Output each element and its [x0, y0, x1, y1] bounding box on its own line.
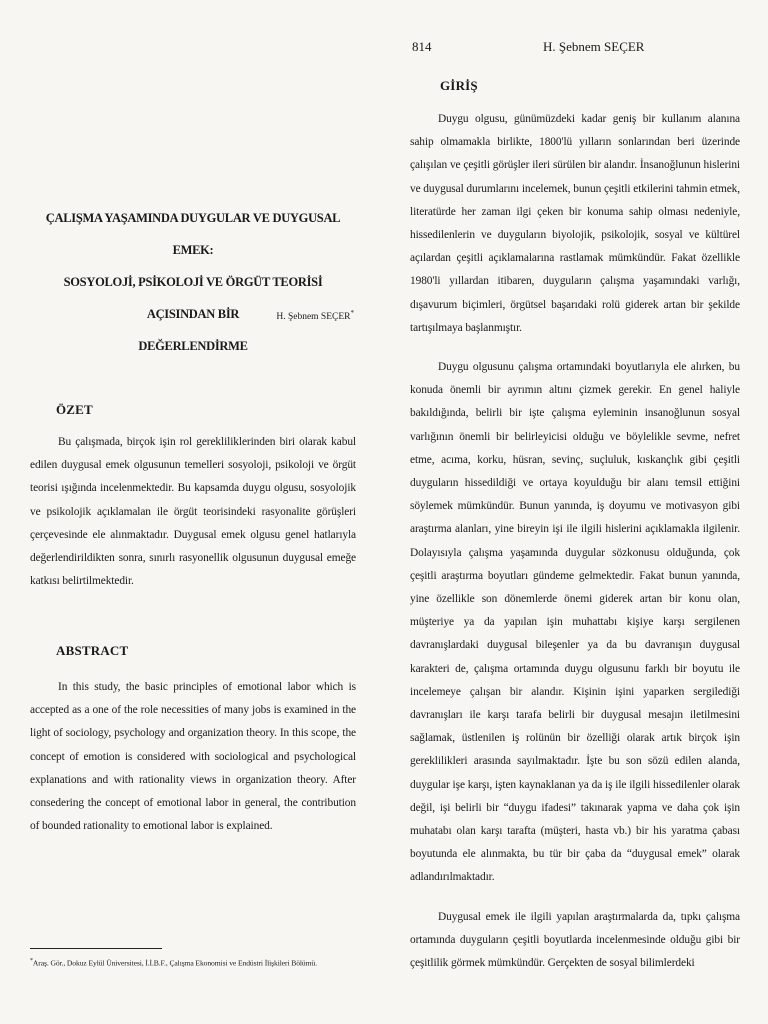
- footnote-rule: [30, 948, 162, 949]
- footnote: [30, 958, 370, 968]
- title-line: SOSYOLOJİ, PSİKOLOJİ VE ÖRGÜT TEORİSİ AÇISINDAN BİR: [63, 275, 323, 321]
- giris-heading: GİRİŞ: [440, 78, 478, 93]
- footnote-text: Araş. Gör., Dokuz Eylül Üniversitesi, İ.İ.B.F., Çalışma Ekonomisi ve Endüstri İlişkileri Bölümü.: [32, 958, 317, 968]
- page-number: 814: [412, 39, 432, 54]
- abstract-heading: ABSTRACT: [56, 643, 129, 658]
- author-name-text: H. Şebnem SEÇER: [276, 312, 351, 323]
- author-name: [276, 309, 354, 322]
- ozet-heading: ÖZET: [56, 402, 93, 417]
- author-footnote-marker: *: [350, 309, 354, 317]
- title-line: ÇALIŞMA YAŞAMINDA DUYGULAR VE DUYGUSAL EMEK:: [45, 211, 341, 257]
- giris-paragraph-3: Duygusal emek ile ilgili yapılan araştırmalarda da, tıpkı çalışma ortamında duyguların çeşitli boyutlarda incelenmesinde olduğu gibi bir çeşitlilik görmek mümkündür. Gerçekten de sosyal bilimlerdeki: [410, 911, 740, 970]
- giris-paragraph-1: Duygu olgusu, günümüzdeki kadar geniş bir kullanım alanına sahip olmamakla birlikte, 1800'lü yılların sonlarından beri üzerinde çalışılan ve çeşitli görüşler ileri sürülen bir alandır. İnsanoğlunun hislerini ve duygusal durumlarını incelemek, bunun çeşitli etkilerini tahmin etmek, literatürde her zaman ilgi çeken bir konuma sahip olması nedeniyle, hissedilenlerin ve duyguların biyolojik, psikolojik, sosyal ve kültürel açılardan çeşitli açıklamalarına rastlamak mümkündür. Fakat özellikle 1980'li yıllardan itibaren, duyguların çalışma yaşamındaki varlığı, dışavurum biçimleri, örgütsel başarıdaki rolü giderek artan bir şekilde tartışılmaya başlanmıştır.: [410, 113, 740, 334]
- footnote-marker: *: [30, 958, 33, 964]
- running-head: H. Şebnem SEÇER: [543, 39, 645, 54]
- title-line: DEĞERLENDİRME: [138, 339, 248, 353]
- abstract-paragraph: In this study, the basic principles of emotional labor which is accepted as a one of the role necessities of many jobs is examined in the light of sociology, psychology and organization theory. In this scope, the concept of emotion is considered with sociological and psychological explanations and with rationality views in organization theory. After consedering the concept of emotional labor in general, the contribution of bounded rationality to emotional labor is explained.: [30, 681, 356, 833]
- giris-paragraph-2: Duygu olgusunu çalışma ortamındaki boyutlarıyla ele alırken, bu konuda önemli bir ayrımın altını çizmek gerekir. En genel haliyle bakıldığında, belirli bir işte çalışma eyleminin insanoğlunun sosyal varlığının önemli bir belirleyicisi olduğu ve böylelikle sevme, nefret etme, acıma, korku, hüsran, sevinç, suçluluk, kıskançlık gibi çeşitli duyguların hissedildiği ve ortaya koyulduğu bir alanı temsil ettiğini söylemek mümkündür. Bunun yanında, iş doyumu ve motivasyon gibi araştırma alanları, yine bireyin işi ile ilgili hislerini açıklamakla ilgilenir. Dolayısıyla çalışma yaşamında duygular sözkonusu olduğunda, çok çeşitli araştırma boyutları gündeme gelmektedir. Fakat bunun yanında, yine özellikle son dönemlerde önemi giderek artan bir konu olan, müşteriye ya da yapılan işin muhattabı kişiye karşı sergilenen davranışlardaki duygusal bileşenler ya da bu davranışın duygusal karakteri de, çalışma ortamında duygu olgusunu farklı bir boyutu ile incelemeye çalışan bir alandır. Kişinin işini yaparken sergilediği davranışları ile karşı tarafa belirli bir duygusal mesajın iletilmesini sağlamak, üstlenilen iş rolünün bir özelliği olarak artık birçok işin gereklilikleri arasında sayılmaktadır. İşte bu son sözü edilen alanda, duygular işe karşı, işten kaynaklanan ya da iş ile ilgili hissedilenler olarak değil, işi belirli bir “duygu ifadesi” takınarak yapma ve daha çok işin muhatabı olan karşı tarafta (müşteri, hasta vb.) bir his yaratma çabası boyutunda ele alınmakta, bu tür bir çaba da “duygusal emek” olarak adlandırılmaktadır.: [410, 361, 740, 884]
- ozet-paragraph: Bu çalışmada, birçok işin rol gerekliliklerinden biri olarak kabul edilen duygusal emek olgusunun temelleri sosyoloji, psikoloji ve örgüt teorisi ışığında incelenmektedir. Bu kapsamda duygu olgusu, sosyolojik ve psikolojik açıklamalan ile örgüt teorisindeki rasyonalite görüşleri çerçevesinde ele alınmaktadır. Duygusal emek olgusu genel hatlarıyla değerlendirildikten sonra, sınırlı rasyonellik olgusunun duygusal emeğe katkısı belirtilmektedir.: [30, 436, 356, 588]
- article-title: [30, 202, 356, 362]
